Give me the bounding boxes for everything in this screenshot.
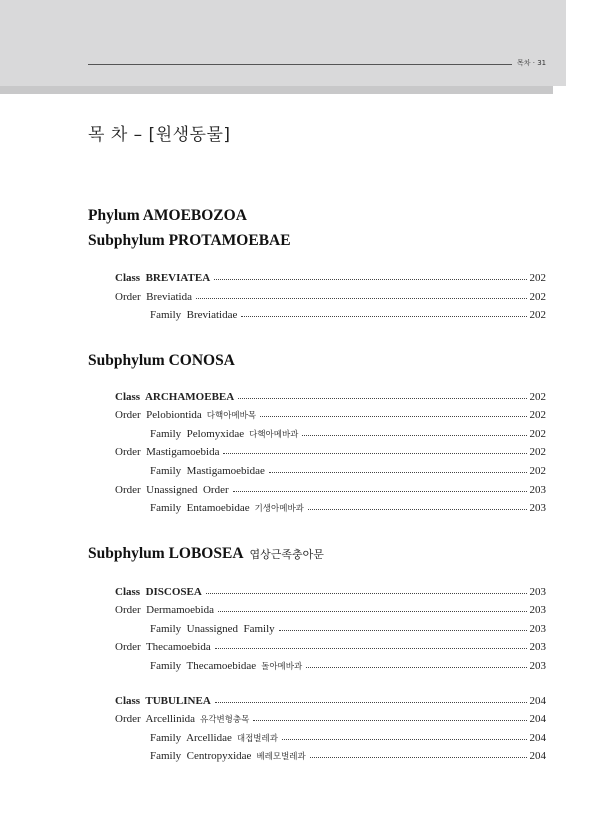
- toc-entry-name: Unassigned Order: [140, 484, 229, 496]
- toc-entry[interactable]: [150, 656, 546, 672]
- toc-entry-label: [115, 586, 202, 598]
- toc-entry-korean-name: 대접벌레과: [236, 734, 278, 744]
- toc-entry-rank: Class: [115, 586, 141, 598]
- toc-title: 목 차 – [원생동물]: [88, 125, 231, 145]
- toc-entry-label: [150, 750, 306, 762]
- toc-entry-label: [115, 713, 249, 725]
- toc-entry[interactable]: [115, 709, 546, 725]
- toc-entry-page: 202: [529, 309, 546, 321]
- dot-leader: [308, 509, 527, 510]
- toc-entry-page: 204: [529, 732, 546, 744]
- toc-entry-korean-name: 다핵아메바목: [206, 411, 257, 421]
- toc-entry-rank: Class: [115, 272, 141, 284]
- toc-entry-rank: Family: [150, 309, 182, 321]
- toc-entry[interactable]: [115, 582, 546, 598]
- dot-leader: [282, 739, 527, 740]
- toc-entry-label: [115, 641, 211, 653]
- toc-entry[interactable]: [150, 746, 546, 762]
- toc-entry-page: 203: [529, 484, 546, 496]
- toc-entry[interactable]: [150, 498, 546, 514]
- toc-entry-page: 202: [529, 272, 546, 284]
- toc-entry-rank: Class: [115, 391, 141, 403]
- toc-entry[interactable]: [150, 728, 546, 744]
- toc-entry-rank: Family: [150, 502, 182, 514]
- toc-entry-rank: Family: [150, 465, 182, 477]
- toc-entry-page: 202: [529, 428, 546, 440]
- toc-entry-page: 202: [529, 391, 546, 403]
- toc-entry-name: Unassigned Family: [181, 623, 275, 635]
- toc-entry-rank: Family: [150, 750, 182, 762]
- dot-leader: [223, 453, 526, 454]
- toc-entry-page: 202: [529, 446, 546, 458]
- toc-entry-rank: Family: [150, 428, 182, 440]
- dot-leader: [238, 398, 526, 399]
- toc-entry-page: 204: [529, 750, 546, 762]
- dot-leader: [233, 491, 527, 492]
- toc-entry-label: [115, 291, 192, 303]
- toc-entry[interactable]: [150, 461, 546, 477]
- toc-entry-page: 203: [529, 623, 546, 635]
- toc-entry-page: 202: [529, 291, 546, 303]
- toc-entry-label: [115, 446, 219, 458]
- dot-leader: [214, 279, 526, 280]
- toc-entry-name: Mastigamoebidae: [181, 465, 265, 477]
- toc-entry-label: [150, 428, 298, 440]
- toc-entry[interactable]: [115, 268, 546, 284]
- toc-entry[interactable]: [115, 442, 546, 458]
- toc-entry-label: [150, 660, 302, 672]
- dot-leader: [196, 298, 527, 299]
- dot-leader: [215, 702, 527, 703]
- dot-leader: [310, 757, 527, 758]
- toc-entry-page: 202: [529, 465, 546, 477]
- toc-entry-name: Entamoebidae: [181, 502, 250, 514]
- dot-leader: [253, 720, 526, 721]
- toc-entry-name: Mastigamoebida: [140, 446, 220, 458]
- toc-entry[interactable]: [150, 619, 546, 635]
- dot-leader: [218, 611, 527, 612]
- dot-leader: [269, 472, 527, 473]
- toc-entry-name: Centropyxidae: [181, 750, 252, 762]
- toc-entry[interactable]: [115, 287, 546, 303]
- toc-entry-label: [115, 409, 256, 421]
- toc-entry-name: Thecamoebidae: [181, 660, 257, 672]
- toc-entry[interactable]: [115, 637, 546, 653]
- toc-entry-page: 203: [529, 586, 546, 598]
- toc-entry-name: Pelomyxidae: [181, 428, 245, 440]
- running-head: 목차 · 31: [517, 59, 547, 67]
- header-shadow: [0, 86, 553, 94]
- toc-entry-name: Dermamoebida: [140, 604, 214, 616]
- toc-entry-rank: Order: [115, 604, 141, 616]
- toc-entry-rank: Order: [115, 446, 141, 458]
- toc-entry-rank: Family: [150, 660, 182, 672]
- heading-lobosea-latin: Subphylum LOBOSEA: [88, 545, 244, 562]
- toc-entry-name: ARCHAMOEBEA: [140, 391, 235, 403]
- toc-entry-page: 203: [529, 502, 546, 514]
- toc-entry-page: 203: [529, 641, 546, 653]
- toc-entry-korean-name: 베레모벌레과: [256, 752, 306, 762]
- dot-leader: [260, 416, 526, 417]
- dot-leader: [215, 648, 527, 649]
- header-band: [0, 0, 566, 86]
- toc-entry-korean-name: 기생아메바과: [254, 504, 304, 514]
- toc-entry-label: [150, 502, 304, 514]
- toc-entry[interactable]: [115, 691, 546, 707]
- toc-entry-page: 202: [529, 409, 546, 421]
- toc-entry-name: DISCOSEA: [140, 586, 202, 598]
- toc-entry-label: [115, 695, 211, 707]
- toc-entry-name: Arcellinida: [140, 713, 196, 725]
- toc-entry-label: [115, 272, 210, 284]
- dot-leader: [206, 593, 527, 594]
- toc-entry-korean-name: 다핵아메바과: [249, 430, 299, 440]
- toc-entry[interactable]: [150, 305, 546, 321]
- toc-entry-name: Breviatidae: [181, 309, 238, 321]
- toc-entry-korean-name: 유각변형충목: [200, 715, 250, 725]
- toc-entry-rank: Order: [115, 713, 141, 725]
- toc-entry-name: BREVIATEA: [140, 272, 211, 284]
- dot-leader: [241, 316, 526, 317]
- toc-entry-rank: Family: [150, 732, 182, 744]
- toc-entry-rank: Order: [115, 484, 141, 496]
- heading-phylum: Phylum AMOEBOZOA: [88, 207, 247, 224]
- heading-protamoebae: Subphylum PROTAMOEBAE: [88, 232, 291, 249]
- toc-entry-page: 203: [529, 604, 546, 616]
- toc-entry-label: [150, 732, 278, 744]
- toc-entry[interactable]: [150, 424, 546, 440]
- toc-entry-label: [115, 391, 234, 403]
- toc-entry-rank: Class: [115, 695, 141, 707]
- toc-entry-page: 204: [529, 713, 546, 725]
- toc-entry-label: [150, 465, 265, 477]
- toc-entry-name: Pelobiontida: [140, 409, 202, 421]
- toc-entry[interactable]: [115, 387, 546, 403]
- toc-entry[interactable]: [115, 480, 546, 496]
- header-rule: [88, 64, 512, 65]
- toc-entry-label: [115, 604, 214, 616]
- toc-entry[interactable]: [115, 405, 546, 421]
- toc-entry[interactable]: [115, 600, 546, 616]
- toc-entry-label: [115, 484, 229, 496]
- toc-entry-rank: Family: [150, 623, 182, 635]
- toc-entry-page: 203: [529, 660, 546, 672]
- heading-conosa: Subphylum CONOSA: [88, 352, 235, 369]
- toc-entry-page: 204: [529, 695, 546, 707]
- toc-entry-name: Breviatida: [140, 291, 192, 303]
- dot-leader: [306, 667, 526, 668]
- toc-entry-korean-name: 돌아메바과: [261, 662, 303, 672]
- heading-lobosea-korean: 엽상근족충아문: [249, 548, 324, 561]
- toc-entry-rank: Order: [115, 409, 141, 421]
- toc-entry-name: Arcellidae: [181, 732, 232, 744]
- toc-entry-label: [150, 623, 275, 635]
- heading-lobosea: [88, 545, 324, 563]
- dot-leader: [279, 630, 527, 631]
- toc-entry-name: TUBULINEA: [140, 695, 211, 707]
- toc-entry-rank: Order: [115, 291, 141, 303]
- toc-entry-name: Thecamoebida: [140, 641, 211, 653]
- toc-entry-rank: Order: [115, 641, 141, 653]
- dot-leader: [302, 435, 526, 436]
- toc-entry-label: [150, 309, 237, 321]
